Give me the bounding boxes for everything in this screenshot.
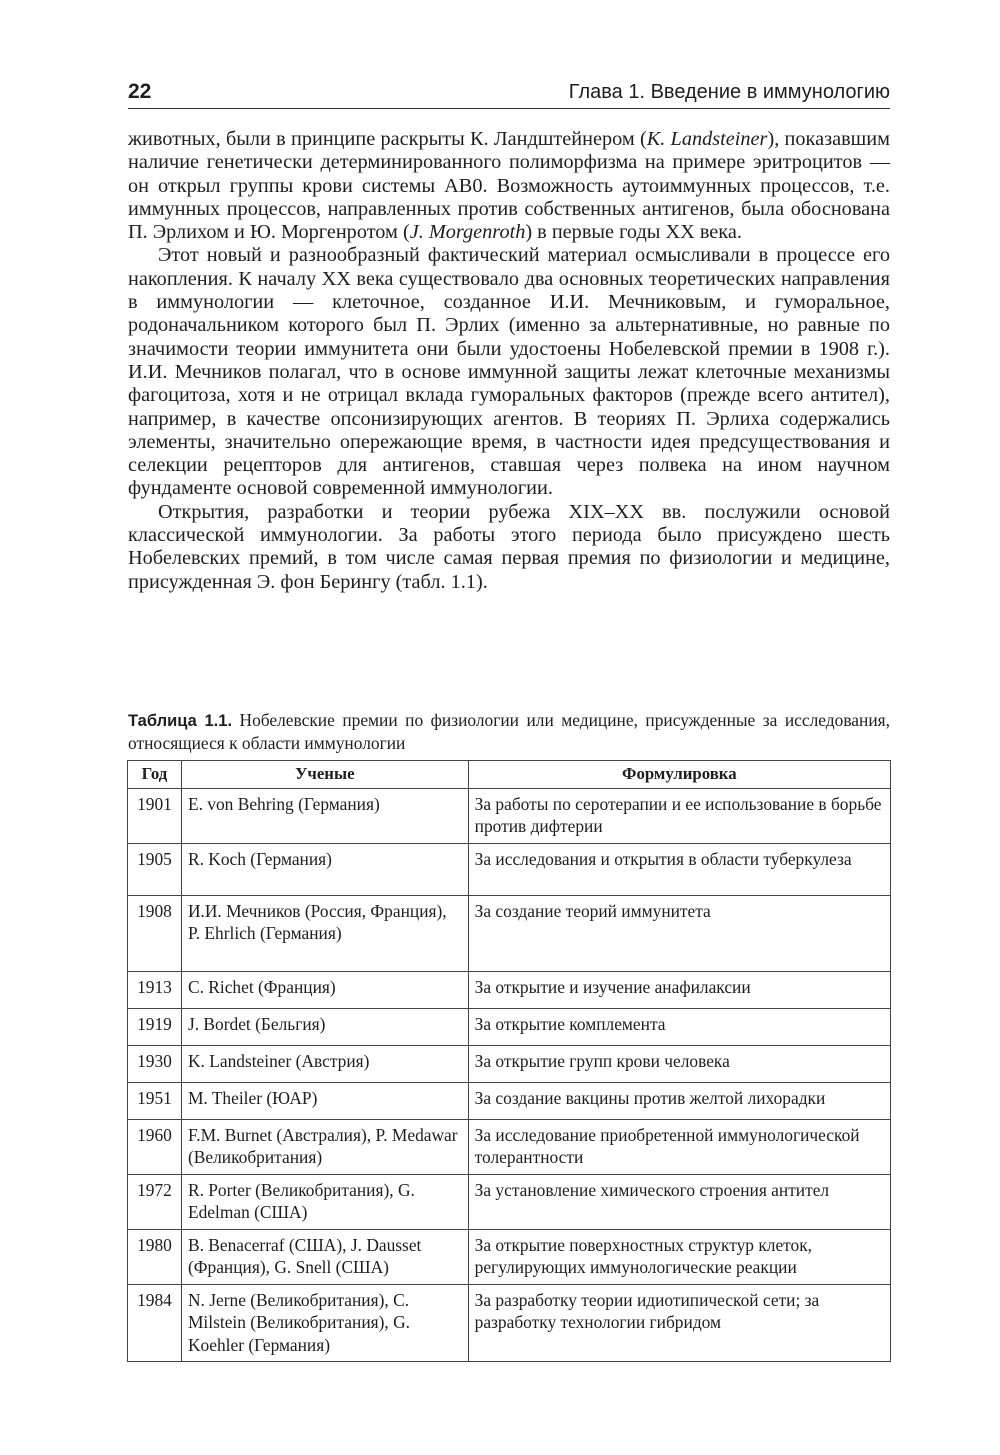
table-caption-label: Таблица 1.1. bbox=[128, 712, 233, 730]
table-row bbox=[128, 843, 891, 895]
cell-citation: За установление химического строения антител bbox=[468, 1174, 890, 1229]
cell-citation: За исследования и открытия в области туберкулеза bbox=[468, 843, 890, 895]
column-header-scientists: Ученые bbox=[181, 761, 468, 789]
cell-scientists: R. Koch (Германия) bbox=[181, 843, 468, 895]
paragraph-1 bbox=[128, 128, 890, 244]
cell-scientists: K. Landsteiner (Австрия) bbox=[181, 1045, 468, 1082]
paragraph-1-text-a: животных, были в принципе раскрыты К. Ландштейнером ( bbox=[128, 128, 647, 150]
cell-year: 1980 bbox=[128, 1229, 182, 1284]
cell-scientists: J. Bordet (Бельгия) bbox=[181, 1008, 468, 1045]
page-number: 22 bbox=[128, 80, 152, 103]
table-row bbox=[128, 1082, 891, 1119]
column-header-citation: Формулировка bbox=[468, 761, 890, 789]
paragraph-3: Открытия, разработки и теории рубежа XIX–XX вв. послужили основой классической иммунологии. За работы этого периода было присуждено шесть Нобелевских премий, в том числе самая первая премия по физиологии и медицине, присужденная Э. фон Берингу (табл. 1.1). bbox=[128, 500, 890, 593]
cell-year: 1908 bbox=[128, 895, 182, 971]
latin-name-landsteiner: K. Landsteiner bbox=[646, 128, 768, 150]
paragraph-1-text-c: ) в первые годы XX века. bbox=[525, 221, 742, 244]
cell-citation: За исследование приобретенной иммунологической толерантности bbox=[468, 1119, 890, 1174]
cell-citation: За работы по серотерапии и ее использование в борьбе против дифтерии bbox=[468, 788, 890, 843]
body-text bbox=[128, 128, 890, 594]
table-header-row bbox=[128, 761, 891, 789]
table-row bbox=[128, 895, 891, 971]
cell-citation: За открытие и изучение анафилаксии bbox=[468, 971, 890, 1008]
cell-scientists: И.И. Мечников (Россия, Франция), P. Ehrlich (Германия) bbox=[181, 895, 468, 971]
table-caption-text: Нобелевские премии по физиологии или медицине, присужденные за исследования, относящиеся к области иммунологии bbox=[128, 710, 890, 753]
cell-scientists: B. Benacerraf (США), J. Dausset (Франция), G. Snell (США) bbox=[181, 1229, 468, 1284]
cell-citation: За разработку теории идиотипической сети; за разработку технологии гибридом bbox=[468, 1284, 890, 1362]
cell-year: 1951 bbox=[128, 1082, 182, 1119]
table-row bbox=[128, 1229, 891, 1284]
nobel-prizes-table bbox=[127, 760, 891, 1362]
paragraph-2: Этот новый и разнообразный фактический материал осмысливали в процессе его накопления. К началу XX века существовало два основных теоретических направления в иммунологии — клеточное, созданное И.И. Мечниковым, и гуморальное, родоначальником которого был П. Эрлих (именно за альтернативные, но равные по значимости теории иммунитета они были удостоены Нобелевской премии в 1908 г.). И.И. Мечников полагал, что в основе иммунной защиты лежат клеточные механизмы фагоцитоза, хотя и не отрицал вклада гуморальных факторов (прежде всего антител), например, в качестве опсонизирующих агентов. В теориях П. Эрлиха содержались элементы, значительно опережающие время, в частности идея предсуществования и селекции рецепторов для антигенов, ставшая через полвека на ином научном фундаменте основой современной иммунологии. bbox=[128, 244, 890, 500]
cell-year: 1984 bbox=[128, 1284, 182, 1362]
cell-scientists: F.M. Burnet (Австралия), P. Medawar (Великобритания) bbox=[181, 1119, 468, 1174]
table-row bbox=[128, 971, 891, 1008]
table-caption bbox=[128, 710, 890, 754]
cell-citation: За создание вакцины против желтой лихорадки bbox=[468, 1082, 890, 1119]
cell-year: 1913 bbox=[128, 971, 182, 1008]
table-row bbox=[128, 1174, 891, 1229]
cell-citation: За открытие групп крови человека bbox=[468, 1045, 890, 1082]
cell-year: 1960 bbox=[128, 1119, 182, 1174]
chapter-title: Глава 1. Введение в иммунологию bbox=[568, 81, 890, 103]
cell-year: 1901 bbox=[128, 788, 182, 843]
table-row bbox=[128, 1119, 891, 1174]
running-header bbox=[128, 78, 890, 109]
cell-scientists: R. Porter (Великобритания), G. Edelman (США) bbox=[181, 1174, 468, 1229]
paragraph-1-text-b: ), показавшим наличие генетически детерминированного полиморфизма на примере эритроцитов — он открыл группы крови системы АВ0. Возможность аутоиммунных процессов, т.е. иммунных процессов, направленных против собственных антигенов, была обоснована П. Эрлихом и Ю. Моргенротом ( bbox=[128, 128, 890, 244]
cell-year: 1972 bbox=[128, 1174, 182, 1229]
table-row bbox=[128, 1008, 891, 1045]
table-row bbox=[128, 788, 891, 843]
cell-citation: За открытие комплемента bbox=[468, 1008, 890, 1045]
cell-scientists: M. Theiler (ЮАР) bbox=[181, 1082, 468, 1119]
cell-year: 1905 bbox=[128, 843, 182, 895]
cell-scientists: C. Richet (Франция) bbox=[181, 971, 468, 1008]
cell-year: 1930 bbox=[128, 1045, 182, 1082]
cell-year: 1919 bbox=[128, 1008, 182, 1045]
cell-scientists: E. von Behring (Германия) bbox=[181, 788, 468, 843]
latin-name-morgenroth: J. Morgenroth bbox=[409, 221, 526, 244]
column-header-year: Год bbox=[128, 761, 182, 789]
table-row bbox=[128, 1284, 891, 1362]
cell-citation: За создание теорий иммунитета bbox=[468, 895, 890, 971]
table-row bbox=[128, 1045, 891, 1082]
cell-scientists: N. Jerne (Великобритания), C. Milstein (Великобритания), G. Koehler (Германия) bbox=[181, 1284, 468, 1362]
cell-citation: За открытие поверхностных структур клеток, регулирующих иммунологические реакции bbox=[468, 1229, 890, 1284]
